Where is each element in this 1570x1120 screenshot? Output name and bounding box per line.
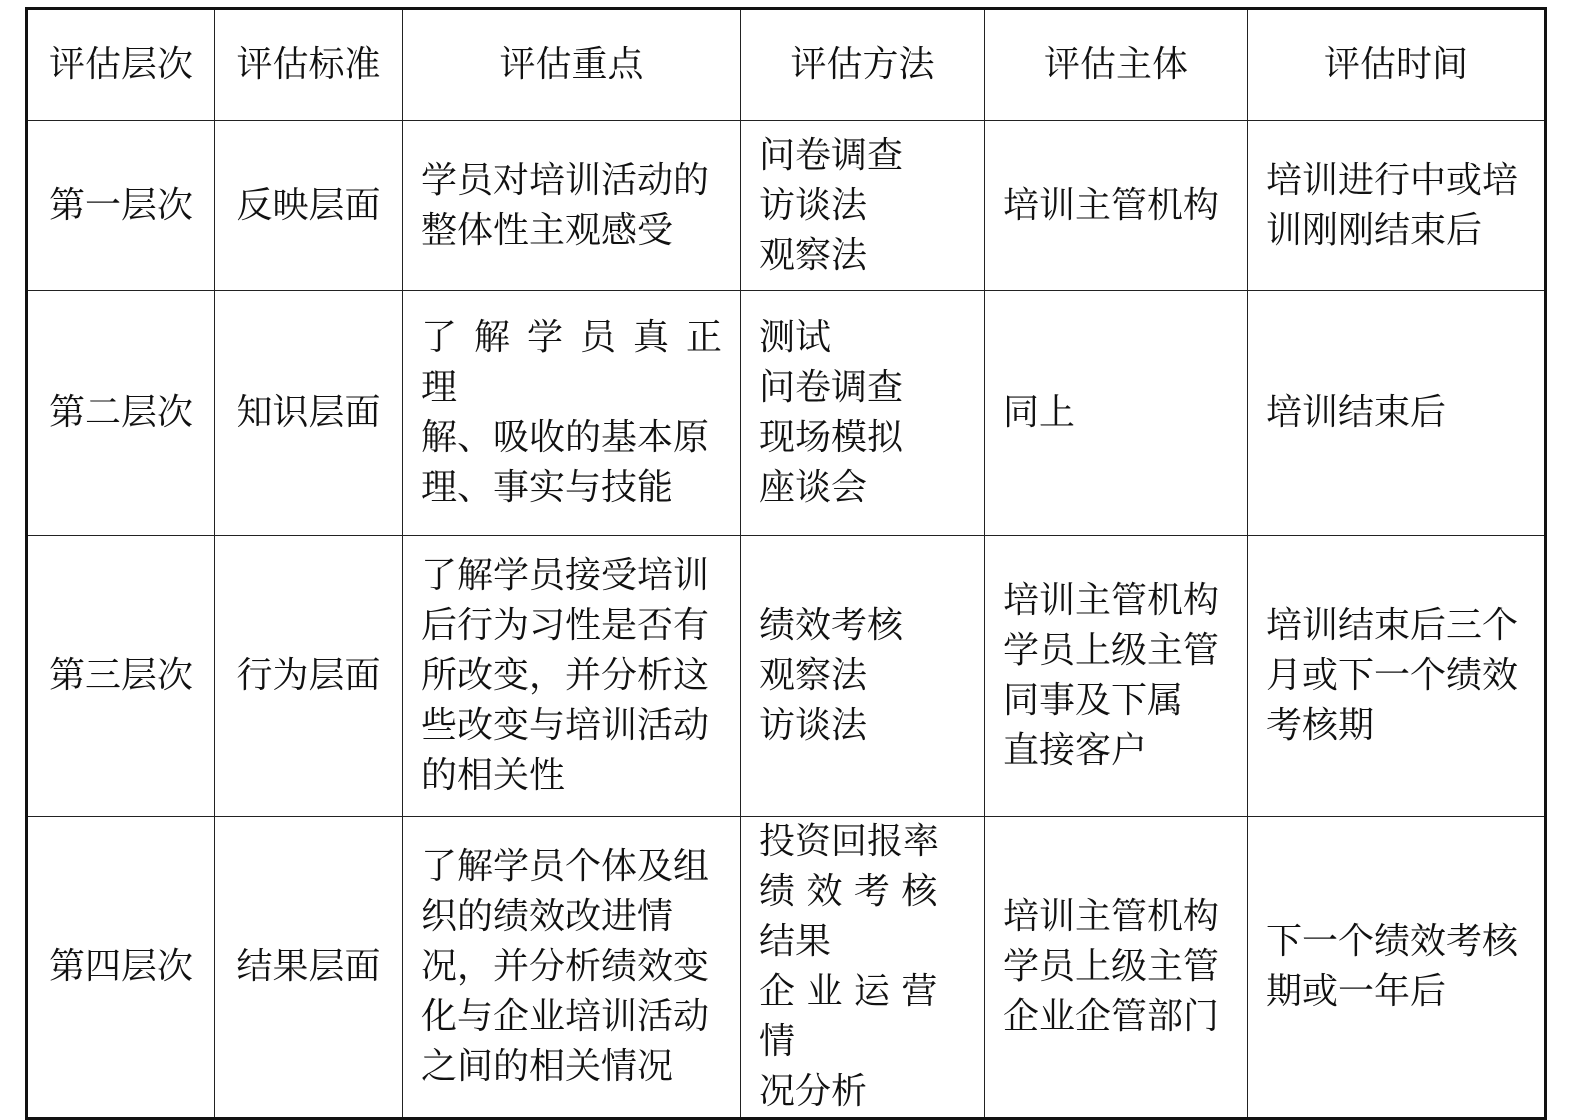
focus-cell: 了解学员个体及组 织的绩效改进情 况，并分析绩效变 化与企业培训活动 之间的相关情况 [403, 817, 741, 1119]
standard-cell: 行为层面 [215, 536, 403, 817]
standard-cell: 反映层面 [215, 121, 403, 291]
focus-cell: 了解学员接受培训 后行为习性是否有 所改变，并分析这 些改变与培训活动 的相关性 [403, 536, 741, 817]
focus-cell: 了 解 学 员 真 正 理 解、吸收的基本原 理、事实与技能 [403, 291, 741, 536]
table-row [27, 291, 1546, 536]
subject-cell: 同上 [985, 291, 1248, 536]
time-cell: 培训结束后 [1248, 291, 1546, 536]
time-cell: 培训进行中或培 训刚刚结束后 [1248, 121, 1546, 291]
method-cell: 投资回报率 绩 效 考 核 结果 企 业 运 营 情 况分析 [741, 817, 985, 1119]
subject-cell: 培训主管机构 学员上级主管 企业企管部门 [985, 817, 1248, 1119]
level-cell: 第二层次 [27, 291, 215, 536]
header-level: 评估层次 [27, 9, 215, 121]
header-subject: 评估主体 [985, 9, 1248, 121]
table-row [27, 536, 1546, 817]
subject-cell: 培训主管机构 [985, 121, 1248, 291]
method-cell: 测试 问卷调查 现场模拟 座谈会 [741, 291, 985, 536]
subject-cell: 培训主管机构 学员上级主管 同事及下属 直接客户 [985, 536, 1248, 817]
time-cell: 下一个绩效考核 期或一年后 [1248, 817, 1546, 1119]
standard-cell: 知识层面 [215, 291, 403, 536]
level-cell: 第四层次 [27, 817, 215, 1119]
standard-cell: 结果层面 [215, 817, 403, 1119]
table-row [27, 817, 1546, 1119]
header-method: 评估方法 [741, 9, 985, 121]
header-row [27, 9, 1546, 121]
level-cell: 第一层次 [27, 121, 215, 291]
table-row [27, 121, 1546, 291]
level-cell: 第三层次 [27, 536, 215, 817]
method-cell: 问卷调查 访谈法 观察法 [741, 121, 985, 291]
time-cell: 培训结束后三个 月或下一个绩效 考核期 [1248, 536, 1546, 817]
header-time: 评估时间 [1248, 9, 1546, 121]
header-standard: 评估标准 [215, 9, 403, 121]
header-focus: 评估重点 [403, 9, 741, 121]
focus-cell: 学员对培训活动的 整体性主观感受 [403, 121, 741, 291]
method-cell: 绩效考核 观察法 访谈法 [741, 536, 985, 817]
evaluation-table [25, 7, 1547, 1120]
